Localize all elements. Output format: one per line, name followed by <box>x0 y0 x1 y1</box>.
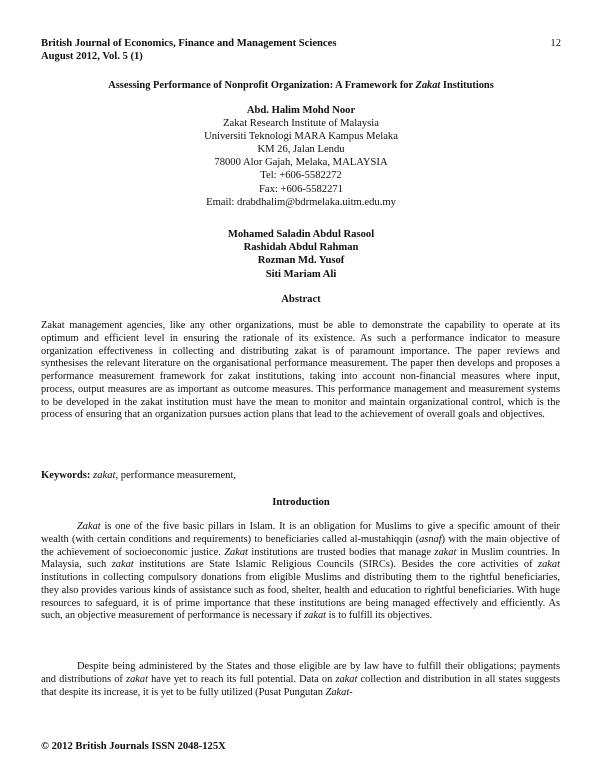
introduction-paragraph-1: Zakat is one of the five basic pillars in Islam. It is an obligation for Muslims to give a specific amount of their wealth (with certain conditions and requirements) to beneficiaries called al-mustahiqqin (asnaf) with the main objective of the achievement of socioeconomic justice. Zakat institutions are trusted bodies that manage zakat in Muslim countries. In Malaysia, such zakat institutions are State Islamic Religious Councils (SIRCs). Besides the core activities of zakat institutions in collecting compulsory donations from eligible Muslims and distributing them to the rightful beneficiaries, they also provides various kinds of assistance such as food, shelter, health and education to rightful beneficiaries. With huge resources to safeguard, it is of prime importance that these institutions are being managed effectively and efficiently. As such, an objective measurement of performance is necessary if zakat is to fulfill its objectives. <box>41 521 561 622</box>
journal-issue: August 2012, Vol. 5 (1) <box>41 51 143 62</box>
affiliation-line: KM 26, Jalan Lendu <box>257 144 345 156</box>
page-number: 12 <box>550 38 561 49</box>
fax-line: Fax: +606-5582271 <box>259 183 343 195</box>
introduction-heading: Introduction <box>272 497 330 508</box>
coauthor-name: Siti Mariam Ali <box>265 268 337 280</box>
introduction-paragraph-2: Despite being administered by the States and those eligible are by law have to fulfill their obligations; payments and distributions of zakat have yet to reach its full potential. Data on zakat collection and distribution in all states suggests that despite its increase, it is yet to be fully utilized (Pusat Pungutan Zakat- <box>41 661 560 698</box>
coauthor-name: Rozman Md. Yusof <box>257 255 345 267</box>
affiliation-line: 78000 Alor Gajah, Melaka, MALAYSIA <box>214 157 388 169</box>
author-name: Abd. Halim Mohd Noor <box>246 105 356 116</box>
copyright-footer: © 2012 British Journals ISSN 2048-125X <box>41 741 226 752</box>
coauthor-list <box>41 228 561 281</box>
running-header <box>41 37 561 63</box>
abstract-text: Zakat management agencies, like any other organizations, must be able to demonstrate the capability to operate at its optimum and efficient level in ensuring the rationale of its existence. As such a performance indicator to measure organization effectiveness in collecting and distributing zakat is of paramount importance. The paper reviews and synthesises the relevant literature on the organisational performance measurement. The paper then develops and proposes a performance measurement framework for zakat institutions, taking into account non-financial measures where input, process, output measures are as important as outcome measures. This performance management and measurement systems to be developed in the zakat institution must have the mean to monitor and maintain organizational control, which is the process of ensuring that an organization pursues action plans that lead to the achievement of overall goals and objectives. <box>41 320 560 421</box>
coauthor-name: Rashidah Abdul Rahman <box>243 242 359 254</box>
journal-name: British Journal of Economics, Finance and Management Sciences <box>41 38 337 49</box>
corresponding-author <box>41 104 561 209</box>
keywords-label: Keywords: <box>41 470 91 481</box>
paper-title: Assessing Performance of Nonprofit Organization: A Framework for Zakat Institutions <box>108 80 494 91</box>
affiliation-line: Universiti Teknologi MARA Kampus Melaka <box>204 131 398 143</box>
phone-line: Tel: +606-5582272 <box>260 170 342 182</box>
affiliation-line: Zakat Research Institute of Malaysia <box>223 118 379 130</box>
abstract-heading: Abstract <box>281 294 321 305</box>
keywords-line: Keywords: zakat, performance measurement, <box>41 470 237 481</box>
email-line: Email: drabdhalim@bdrmelaka.uitm.edu.my <box>206 196 396 208</box>
coauthor-name: Mohamed Saladin Abdul Rasool <box>227 229 375 240</box>
